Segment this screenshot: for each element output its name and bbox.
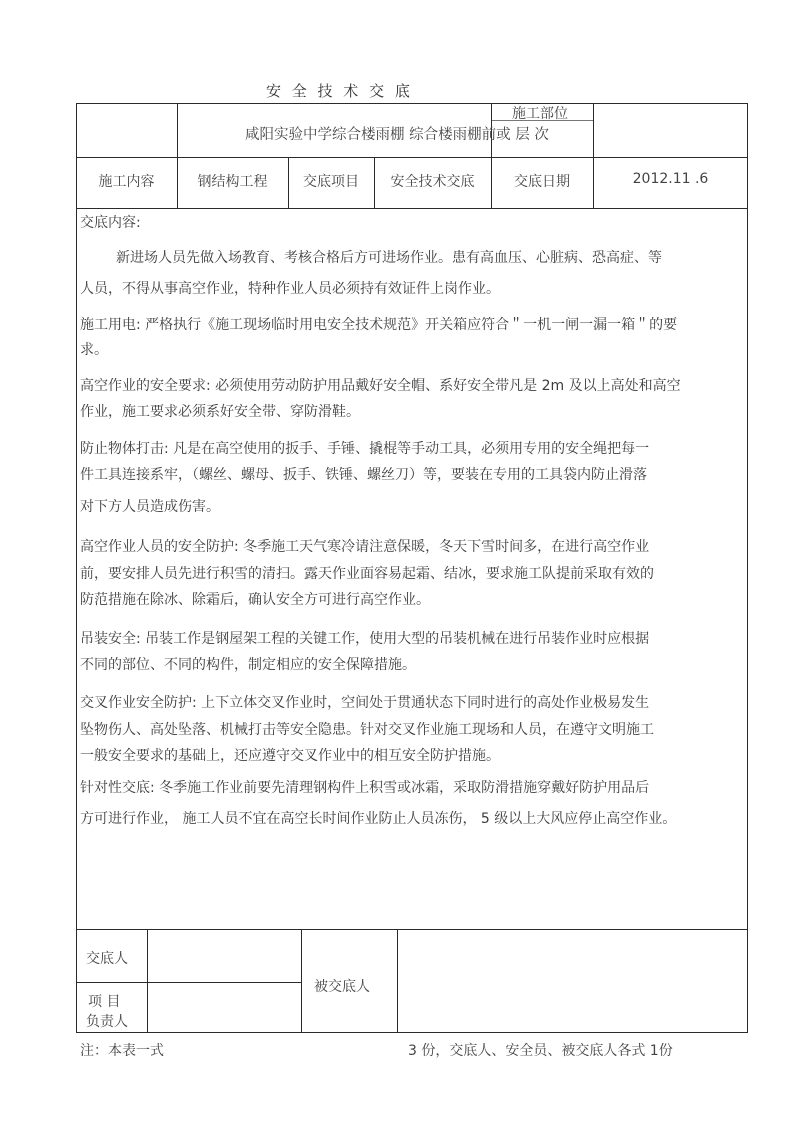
col-divider-header-1: [177, 103, 178, 209]
content-line: 一般安全要求的基础上，还应遵守交叉作业中的相互安全防护措施。: [80, 748, 500, 764]
content-line: 求。: [80, 342, 108, 358]
document-title: 安 全 技 术 交 底: [266, 82, 413, 100]
disclosure-date-label: 交底日期: [514, 174, 570, 190]
receiver-label: 被交底人: [314, 979, 370, 995]
work-content-label: 施工内容: [98, 174, 155, 190]
project-manager-label-line1: 项 目: [88, 994, 121, 1010]
content-line: 针对性交底: 冬季施工作业前要先清理钢构件上积雪或冰霜，采取防滑措施穿戴好防护用品后: [80, 780, 650, 796]
content-line: 防范措施在除冰、除霜后，确认安全方可进行高空作业。: [80, 592, 430, 608]
content-line: 前，要安排人员先进行积雪的清扫。露天作业面容易起霜、结冰，要求施工队提前采取有效的: [80, 566, 654, 582]
content-line: 不同的部位、不同的构件，制定相应的安全保障措施。: [80, 657, 416, 673]
content-line: 对下方人员造成伤害。: [80, 499, 220, 515]
disclosure-date-value: 2012.11 .6: [632, 171, 709, 187]
content-line: 作业，施工要求必须系好安全带、穿防滑鞋。: [80, 404, 360, 420]
disclosure-item-value: 安全技术交底: [390, 174, 475, 190]
content-line: 吊装安全: 吊装工作是钢屋架工程的关键工作，使用大型的吊装机械在进行吊装作业时应根据: [80, 631, 650, 647]
col-divider-signoff-3: [397, 929, 398, 1033]
row-divider-signoff: [76, 982, 301, 983]
content-line: 交叉作业安全防护: 上下立体交叉作业时，空间处于贯通状态下同时进行的高处作业极易发生: [80, 695, 650, 711]
col-divider-signoff-1: [147, 929, 148, 1033]
construction-part-label: 施工部位: [512, 106, 568, 122]
content-heading: 交底内容:: [80, 215, 141, 231]
content-line: 高空作业人员的安全防护: 冬季施工天气寒冷请注意保暖，冬天下雪时间多，在进行高空作业: [80, 539, 650, 555]
content-line: 高空作业的安全要求: 必须使用劳动防护用品戴好安全帽、系好安全带凡是 2m 及以上高处和高空: [80, 378, 681, 394]
discloser-label: 交底人: [86, 951, 128, 967]
content-line: 施工用电: 严格执行《施工现场临时用电安全技术规范》开关箱应符合＂一机一闸一漏一箱＂的要: [80, 317, 678, 333]
footer-note: 注：本表一式: [80, 1043, 164, 1059]
content-line: 坠物伤人、高处坠落、机械打击等安全隐患。针对交叉作业施工现场和人员，在遵守文明施工: [80, 722, 654, 738]
content-line: 件工具连接系牢，（螺丝、螺母、扳手、铁锤、螺丝刀）等，要装在专用的工具袋内防止滑落: [80, 467, 647, 483]
row-divider-content: [76, 929, 748, 930]
col-divider-header-3: [593, 103, 594, 209]
project-name: 咸阳实验中学综合楼雨棚 综合楼雨棚前或 层 次: [245, 127, 549, 143]
content-line: 新进场人员先做入场教育、考核合格后方可进场作业。患有高血压、心脏病、恐高症、等: [116, 250, 662, 266]
content-line: 方可进行作业， 施工人员不宜在高空长时间作业防止人员冻伤， 5 级以上大风应停止高空作业。: [80, 811, 677, 827]
content-line: 防止物体打击: 凡是在高空使用的扳手、手锤、撬棍等手动工具，必须用专用的安全绳把每一: [80, 441, 650, 457]
footer-copies: 3 份，交底人、安全员、被交底人各式 1份: [408, 1043, 673, 1059]
project-manager-label-line2: 负责人: [86, 1014, 128, 1030]
col-divider-signoff-2: [301, 929, 302, 1033]
col-divider-header-2: [491, 103, 492, 209]
content-line: 人员，不得从事高空作业，特种作业人员必须持有效证件上岗作业。: [80, 281, 500, 297]
work-content-value: 钢结构工程: [197, 174, 268, 190]
disclosure-item-label: 交底项目: [303, 174, 359, 190]
